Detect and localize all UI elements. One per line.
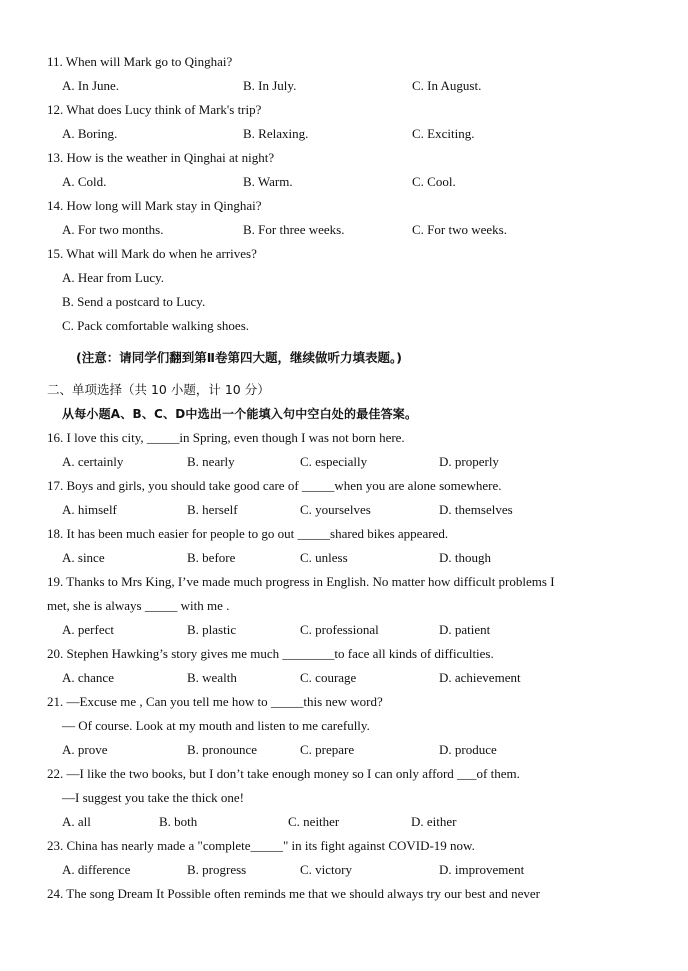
option-b[interactable]: B. plastic — [187, 622, 237, 637]
option-a[interactable]: A. difference — [62, 862, 131, 877]
question-number: 18. — [47, 526, 64, 541]
question-15 — [47, 246, 257, 262]
question-reply: — Of course. Look at my mouth and listen to me carefully. — [62, 718, 370, 733]
option-c[interactable]: C. neither — [288, 814, 340, 829]
question-number: 12. — [47, 102, 64, 117]
question-13 — [47, 150, 274, 166]
question-stem: What will Mark do when he arrives? — [66, 246, 257, 261]
option-a[interactable]: A. chance — [62, 670, 114, 685]
question-number: 22. — [47, 766, 64, 781]
option-b[interactable]: B. nearly — [187, 454, 235, 469]
option-d[interactable]: D. though — [439, 550, 491, 565]
question-number: 14. — [47, 198, 64, 213]
option-c[interactable]: C. courage — [300, 670, 357, 685]
option-a[interactable]: A. For two months. — [62, 222, 164, 237]
option-c[interactable]: C. yourselves — [300, 502, 371, 517]
option-b[interactable]: B. Relaxing. — [243, 126, 309, 141]
question-17 — [47, 478, 502, 494]
option-b[interactable]: B. pronounce — [187, 742, 258, 757]
option-a[interactable]: A. Cold. — [62, 174, 107, 189]
option-b[interactable]: B. In July. — [243, 78, 297, 93]
question-stem: Boys and girls, you should take good care of _____when you are alone somewhere. — [66, 478, 502, 493]
question-number: 17. — [47, 478, 64, 493]
question-number: 15. — [47, 246, 64, 261]
option-c[interactable]: C. victory — [300, 862, 352, 877]
listening-note: (注意：请同学们翻到第Ⅱ卷第四大题，继续做听力填表题。) — [76, 350, 402, 365]
option-d[interactable]: D. patient — [439, 622, 491, 637]
option-a[interactable]: A. himself — [62, 502, 117, 517]
question-stem: Stephen Hawking’s story gives me much ________to face all kinds of difficulties. — [66, 646, 494, 661]
option-b[interactable]: B. For three weeks. — [243, 222, 345, 237]
question-stem: How long will Mark stay in Qinghai? — [66, 198, 262, 213]
question-19 — [47, 574, 555, 590]
option-b[interactable]: B. progress — [187, 862, 247, 877]
question-18 — [47, 526, 448, 542]
option-a[interactable]: A. Hear from Lucy. — [62, 270, 165, 285]
option-c[interactable]: C. unless — [300, 550, 348, 565]
question-stem: When will Mark go to Qinghai? — [65, 54, 233, 69]
option-a[interactable]: A. certainly — [62, 454, 124, 469]
question-22 — [47, 766, 520, 782]
option-d[interactable]: D. produce — [439, 742, 497, 757]
question-23 — [47, 838, 475, 854]
question-reply: —I suggest you take the thick one! — [62, 790, 244, 805]
option-b[interactable]: B. before — [187, 550, 236, 565]
question-11 — [47, 54, 232, 70]
option-a[interactable]: A. prove — [62, 742, 108, 757]
option-d[interactable]: D. themselves — [439, 502, 513, 517]
option-c[interactable]: C. especially — [300, 454, 368, 469]
option-d[interactable]: D. either — [411, 814, 457, 829]
option-b[interactable]: B. both — [159, 814, 198, 829]
question-stem: The song Dream It Possible often reminds me that we should always try our best and never — [66, 886, 540, 901]
option-d[interactable]: D. achievement — [439, 670, 521, 685]
question-number: 20. — [47, 646, 64, 661]
question-stem: China has nearly made a "complete_____" in its fight against COVID-19 now. — [66, 838, 475, 853]
option-c[interactable]: C. For two weeks. — [412, 222, 507, 237]
option-b[interactable]: B. Warm. — [243, 174, 293, 189]
option-c[interactable]: C. Pack comfortable walking shoes. — [62, 318, 250, 333]
question-stem: What does Lucy think of Mark's trip? — [66, 102, 262, 117]
question-21 — [47, 694, 383, 710]
question-stem: Thanks to Mrs King, I’ve made much progress in English. No matter how difficult problems I — [66, 574, 555, 589]
question-number: 21. — [47, 694, 64, 709]
question-stem: —Excuse me , Can you tell me how to _____this new word? — [66, 694, 383, 709]
option-c[interactable]: C. professional — [300, 622, 379, 637]
option-a[interactable]: A. since — [62, 550, 105, 565]
option-c[interactable]: C. prepare — [300, 742, 355, 757]
option-a[interactable]: A. In June. — [62, 78, 120, 93]
option-d[interactable]: D. properly — [439, 454, 499, 469]
option-c[interactable]: C. Cool. — [412, 174, 456, 189]
option-d[interactable]: D. improvement — [439, 862, 525, 877]
option-a[interactable]: A. all — [62, 814, 91, 829]
option-b[interactable]: B. wealth — [187, 670, 237, 685]
option-c[interactable]: C. In August. — [412, 78, 482, 93]
question-number: 19. — [47, 574, 64, 589]
option-a[interactable]: A. Boring. — [62, 126, 118, 141]
question-24 — [47, 886, 540, 902]
question-stem: How is the weather in Qinghai at night? — [66, 150, 275, 165]
section-instruction: 从每小题A、B、C、D中选出一个能填入句中空白处的最佳答案。 — [62, 407, 418, 421]
question-number: 13. — [47, 150, 64, 165]
option-b[interactable]: B. Send a postcard to Lucy. — [62, 294, 206, 309]
option-b[interactable]: B. herself — [187, 502, 238, 517]
question-stem: It has been much easier for people to go out _____shared bikes appeared. — [66, 526, 449, 541]
question-stem: —I like the two books, but I don’t take enough money so I can only afford ___of them. — [66, 766, 520, 781]
question-12 — [47, 102, 261, 118]
question-number: 23. — [47, 838, 64, 853]
question-stem-continued: met, she is always _____ with me . — [47, 598, 230, 613]
question-14 — [47, 198, 261, 214]
question-20 — [47, 646, 494, 662]
option-a[interactable]: A. perfect — [62, 622, 114, 637]
question-16 — [47, 430, 405, 446]
section-title: 二、单项选择（共 10 小题，计 10 分） — [47, 382, 270, 397]
question-number: 11. — [47, 54, 63, 69]
option-c[interactable]: C. Exciting. — [412, 126, 475, 141]
question-number: 16. — [47, 430, 64, 445]
question-stem: I love this city, _____in Spring, even though I was not born here. — [66, 430, 405, 445]
question-number: 24. — [47, 886, 64, 901]
